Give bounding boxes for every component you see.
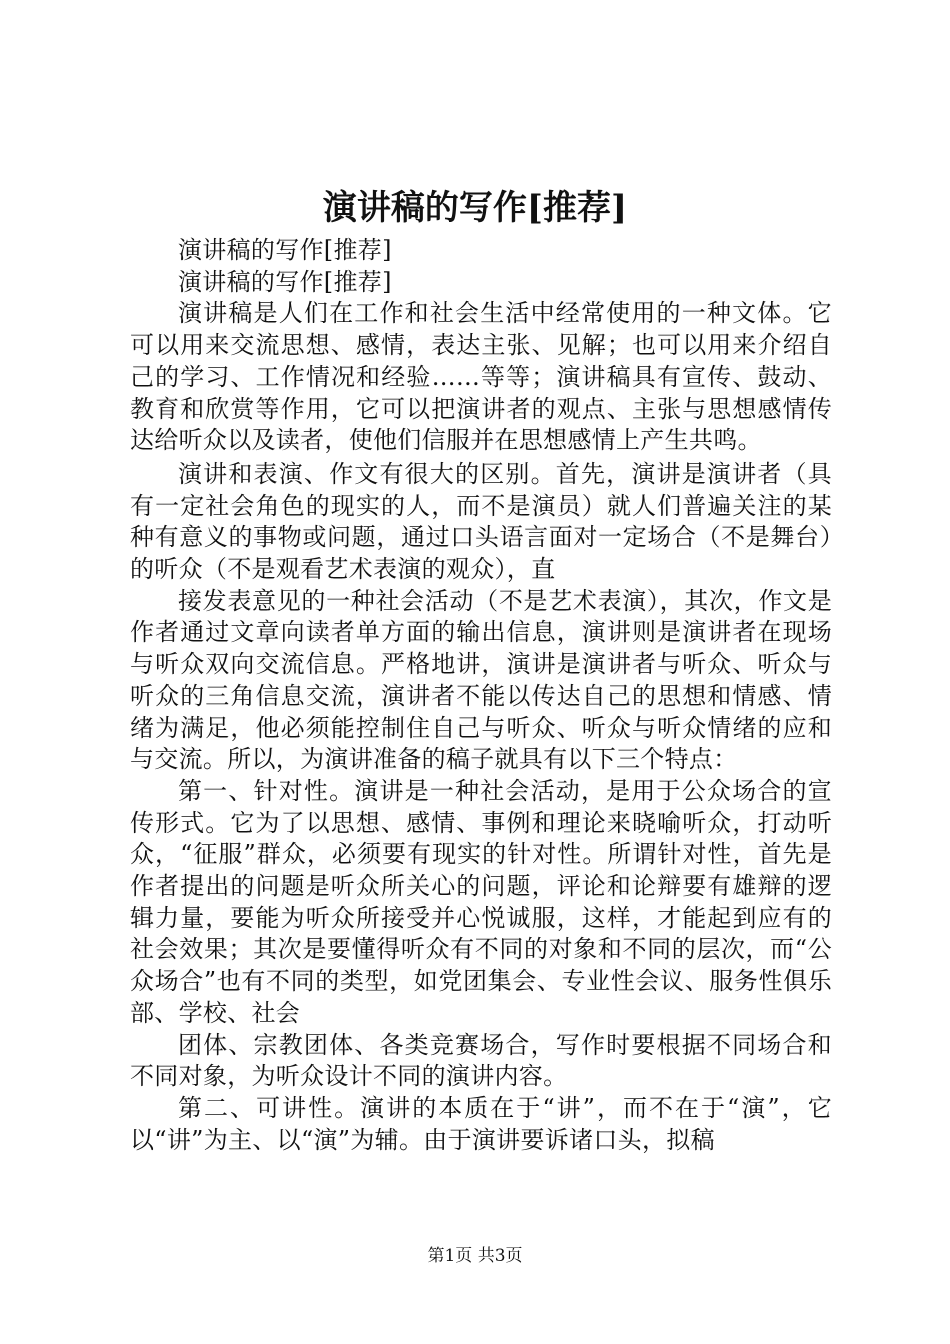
- paragraph-speakable: 第二、可讲性。演讲的本质在于“讲”，而不在于“演”，它以“讲”为主、以“演”为辅。由于演讲要诉诸口头，拟稿: [130, 1093, 832, 1154]
- paragraph-targeted: 第一、针对性。演讲是一种社会活动，是用于公众场合的宣传形式。它为了以思想、感情、事例和理论来晓喻听众，打动听众，“征服”群众，必须要有现实的针对性。所谓针对性，首先是作者提出的问题是听众所关心的问题，评论和论辩要有雄辩的逻辑力量，要能为听众所接受并心悦诚服，这样，才能起到应有的社会效果；其次是要懂得听众有不同的对象和不同的层次，而“公众场合”也有不同的类型，如党团集会、专业性会议、服务性俱乐部、学校、社会: [130, 776, 832, 1027]
- paragraph-difference-cont: 接发表意见的一种社会活动（不是艺术表演），其次，作文是作者通过文章向读者单方面的输出信息，演讲则是演讲者在现场与听众双向交流信息。严格地讲，演讲是演讲者与听众、听众与听众的三角信息交流，演讲者不能以传达自己的思想和情感、情绪为满足，他必须能控制住自己与听众、听众与听众情绪的应和与交流。所以，为演讲准备的稿子就具有以下三个特点：: [130, 586, 832, 774]
- document-title: 演讲稿的写作[推荐]: [322, 188, 628, 228]
- paragraph-targeted-cont: 团体、宗教团体、各类竞赛场合，写作时要根据不同场合和不同对象，为听众设计不同的演讲内容。: [130, 1030, 832, 1091]
- subtitle-line-2: 演讲稿的写作[推荐]: [178, 267, 392, 296]
- page-number: 第1页 共3页: [427, 1246, 523, 1266]
- subtitle-line-1: 演讲稿的写作[推荐]: [178, 236, 392, 264]
- paragraph-intro: 演讲稿是人们在工作和社会生活中经常使用的一种文体。它可以用来交流思想、感情，表达主张、见解；也可以用来介绍自己的学习、工作情况和经验……等等；演讲稿具有宣传、鼓动、教育和欣赏等作用，它可以把演讲者的观点、主张与思想感情传达给听众以及读者，使他们信服并在思想感情上产生共鸣。: [130, 299, 832, 455]
- paragraph-difference: 演讲和表演、作文有很大的区别。首先，演讲是演讲者（具有一定社会角色的现实的人，而不是演员）就人们普遍关注的某种有意义的事物或问题，通过口头语言面对一定场合（不是舞台）的听众（不是观看艺术表演的观众），直: [130, 459, 832, 584]
- document-body: [130, 235, 832, 1156]
